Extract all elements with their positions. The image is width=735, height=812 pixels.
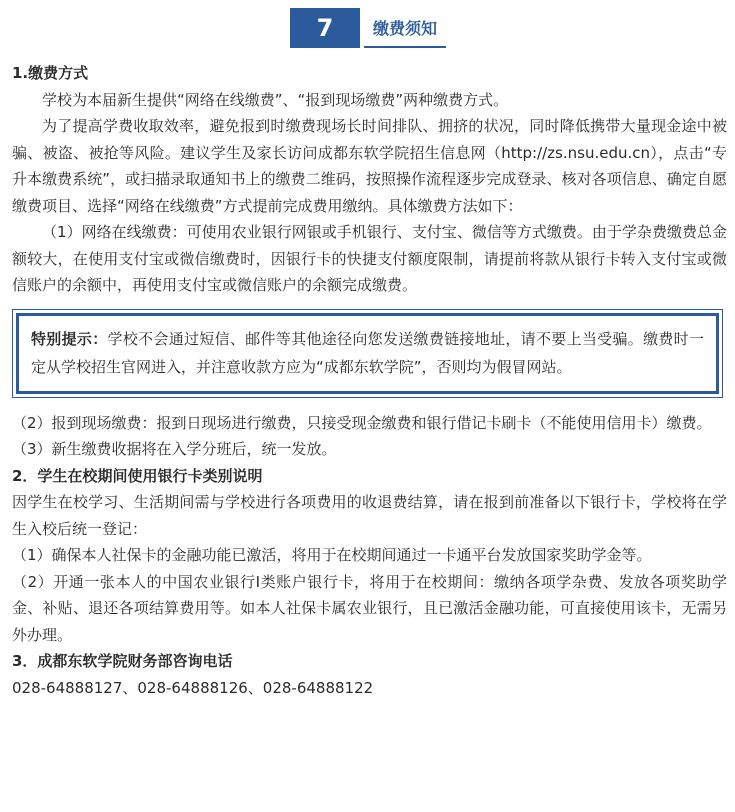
payment-intro: 学校为本届新生提供“网络在线缴费”、“报到现场缴费”两种缴费方式。 xyxy=(42,90,509,109)
payment-advice: 为了提高学费收取效率，避免报到时缴费现场长时间排队、拥挤的状况，同时降低携带大量现金途中被骗、被盗、被抢等风险。建议学生及家长访问成都东软学院招生信息网（http://zs.nsu.edu.cn），点击“专升本缴费系统”，或扫描录取通知书上的缴费二维码，按照操作流程逐步完成登录、核对各项信息、确定自愿缴费项目、选择“网络在线缴费”方式提前完成费用缴纳。具体缴费方法如下： xyxy=(12,117,727,215)
social-security-card: （1）确保本人社保卡的金融功能已激活，将用于在校期间通过一卡通平台发放国家奖助学金等。 xyxy=(12,546,652,564)
section-header xyxy=(290,8,450,48)
abc-bank-card: （2）开通一张本人的中国农业银行Ⅰ类账户银行卡，将用于在校期间：缴纳各项学杂费、发放各项奖助学金、补贴、退还各项结算费用等。如本人社保卡属农业银行，且已激活金融功能，可直接使用该卡，无需另外办理。 xyxy=(12,572,727,644)
heading-payment-methods: 1.缴费方式 xyxy=(12,64,89,82)
notice-label: 特别提示： xyxy=(31,329,108,348)
notice-text: 学校不会通过短信、邮件等其他途径向您发送缴费链接地址，请不要上当受骗。缴费时一定从学校招生官网进入，并注意收款方应为“成都东软学院”，否则均为假冒网站。 xyxy=(31,329,704,376)
receipt-info: （3）新生缴费收据将在入学分班后，统一发放。 xyxy=(12,440,337,458)
section-title-wrap xyxy=(364,8,446,48)
section-number: 7 xyxy=(290,8,360,48)
special-notice xyxy=(31,325,704,381)
finance-phones: 028-64888127、028-64888126、028-64888122 xyxy=(12,678,374,697)
bank-card-intro: 因学生在校学习、生活期间需与学校进行各项费用的收退费结算，请在报到前准备以下银行卡，学校将在学生入校后统一登记： xyxy=(12,493,727,538)
online-payment: （1）网络在线缴费：可使用农业银行网银或手机银行、支付宝、微信等方式缴费。由于学杂费缴费总金额较大，在使用支付宝或微信缴费时，因银行卡的快捷支付额度限制，请提前将款从银行卡转入支付宝或微信账户的余额中，再使用支付宝或微信账户的余额完成缴费。 xyxy=(12,223,727,294)
heading-finance-phones: 3．成都东软学院财务部咨询电话 xyxy=(12,652,233,670)
special-notice-box xyxy=(16,313,719,394)
section-title: 缴费须知 xyxy=(372,18,437,38)
document-body xyxy=(12,60,727,701)
onsite-payment: （2）报到现场缴费：报到日现场进行缴费，只接受现金缴费和银行借记卡刷卡（不能使用信用卡）缴费。 xyxy=(12,413,712,432)
heading-bank-cards: 2．学生在校期间使用银行卡类别说明 xyxy=(12,466,263,485)
